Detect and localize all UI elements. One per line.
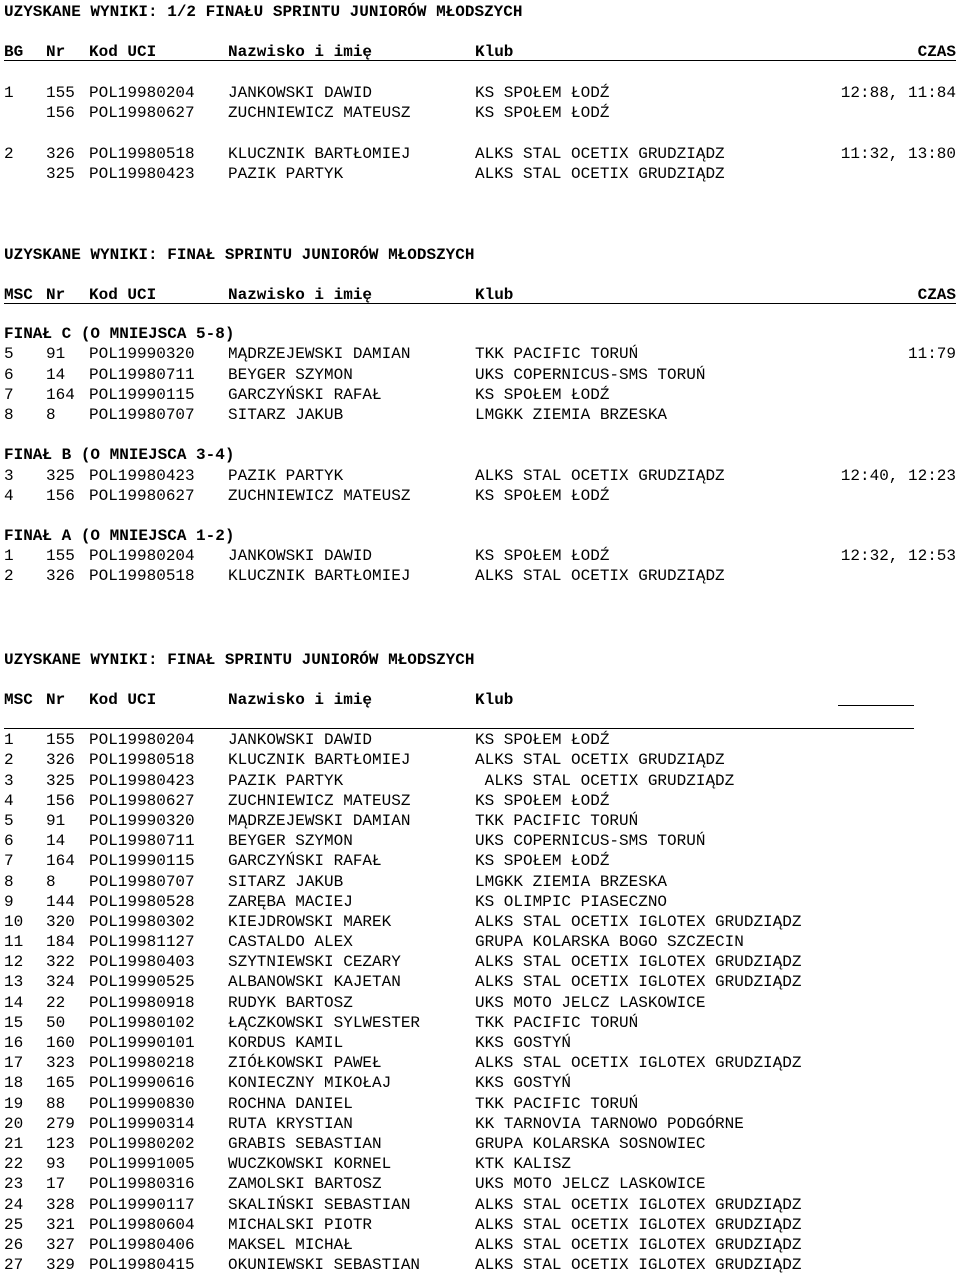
cell-club: ALKS STAL OCETIX IGLOTEX GRUDZIĄDZ xyxy=(475,973,802,992)
header-pos: BG xyxy=(4,43,24,62)
cell-nr: 156 xyxy=(46,486,75,505)
cell-club: KKS GOSTYŃ xyxy=(475,1074,572,1093)
cell-time: 12:88, 11:84 xyxy=(840,84,956,103)
cell-uci: POL19980406 xyxy=(89,1235,195,1254)
header-club: Klub xyxy=(475,43,514,62)
cell-uci: POL19980528 xyxy=(89,892,195,911)
cell-name: ZUCHNIEWICZ MATEUSZ xyxy=(228,486,411,505)
header-club: Klub xyxy=(475,691,514,710)
cell-nr: 326 xyxy=(46,144,75,163)
cell-club: ALKS STAL OCETIX GRUDZIĄDZ xyxy=(475,144,725,163)
cell-nr: 88 xyxy=(46,1094,66,1113)
table-row xyxy=(4,103,956,123)
table-row xyxy=(4,932,956,952)
cell-club: ALKS STAL OCETIX IGLOTEX GRUDZIĄDZ xyxy=(475,953,802,972)
header-nr: Nr xyxy=(46,43,66,62)
cell-pos: 12 xyxy=(4,953,24,972)
cell-club: TKK PACIFIC TORUŃ xyxy=(475,1013,639,1032)
cell-uci: POL19990320 xyxy=(89,345,195,364)
header-uci: Kod UCI xyxy=(89,286,157,305)
cell-pos: 26 xyxy=(4,1235,24,1254)
cell-uci: POL19980627 xyxy=(89,104,195,123)
cell-pos: 1 xyxy=(4,84,14,103)
cell-uci: POL19990616 xyxy=(89,1074,195,1093)
table-row xyxy=(4,1073,956,1093)
header-name: Nazwisko i imię xyxy=(228,286,373,305)
cell-pos: 5 xyxy=(4,345,14,364)
cell-pos: 3 xyxy=(4,771,14,790)
cell-club: ALKS STAL OCETIX IGLOTEX GRUDZIĄDZ xyxy=(475,1195,802,1214)
cell-uci: POL19980316 xyxy=(89,1175,195,1194)
cell-name: KLUCZNIK BARTŁOMIEJ xyxy=(228,567,411,586)
cell-nr: 165 xyxy=(46,1074,75,1093)
cell-uci: POL19980423 xyxy=(89,466,195,485)
cell-nr: 91 xyxy=(46,345,66,364)
cell-uci: POL19990314 xyxy=(89,1114,195,1133)
final-title: UZYSKANE WYNIKI: FINAŁ SPRINTU JUNIORÓW MŁODSZYCH xyxy=(4,246,475,264)
cell-club: GRUPA KOLARSKA BOGO SZCZECIN xyxy=(475,933,744,952)
cell-uci: POL19980918 xyxy=(89,993,195,1012)
table-row xyxy=(4,892,956,912)
table-row xyxy=(4,405,956,425)
table-row xyxy=(4,851,956,871)
cell-pos: 1 xyxy=(4,731,14,750)
cell-uci: POL19980202 xyxy=(89,1134,195,1153)
table-row xyxy=(4,365,956,385)
cell-club: KS SPOŁEM ŁODŹ xyxy=(475,104,610,123)
cell-uci: POL19980218 xyxy=(89,1054,195,1073)
table-row xyxy=(4,750,956,770)
cell-nr: 155 xyxy=(46,84,75,103)
table-row xyxy=(4,831,956,851)
cell-name: SITARZ JAKUB xyxy=(228,872,344,891)
cell-name: BEYGER SZYMON xyxy=(228,365,353,384)
cell-pos: 2 xyxy=(4,144,14,163)
cell-name: JANKOWSKI DAWID xyxy=(228,731,373,750)
cell-name: ZUCHNIEWICZ MATEUSZ xyxy=(228,791,411,810)
cell-nr: 164 xyxy=(46,852,75,871)
cell-uci: POL19990117 xyxy=(89,1195,195,1214)
cell-uci: POL19980711 xyxy=(89,832,195,851)
cell-name: PAZIK PARTYK xyxy=(228,771,344,790)
cell-nr: 325 xyxy=(46,466,75,485)
cell-name: RUTA KRYSTIAN xyxy=(228,1114,353,1133)
cell-nr: 93 xyxy=(46,1155,66,1174)
cell-pos: 2 xyxy=(4,567,14,586)
cell-pos: 21 xyxy=(4,1134,24,1153)
cell-uci: POL19980707 xyxy=(89,405,195,424)
cell-pos: 7 xyxy=(4,852,14,871)
cell-nr: 155 xyxy=(46,547,75,566)
header-name: Nazwisko i imię xyxy=(228,43,373,62)
cell-pos: 4 xyxy=(4,486,14,505)
cell-name: KORDUS KAMIL xyxy=(228,1034,344,1052)
cell-club: KS SPOŁEM ŁODŹ xyxy=(475,84,610,103)
cell-uci: POL19990320 xyxy=(89,811,195,830)
table-row xyxy=(4,791,956,811)
cell-pos: 9 xyxy=(4,892,14,911)
cell-time: 11:32, 13:80 xyxy=(840,144,956,163)
cell-uci: POL19980627 xyxy=(89,791,195,810)
cell-pos: 27 xyxy=(4,1256,24,1275)
cell-club: LMGKK ZIEMIA BRZESKA xyxy=(475,405,668,424)
cell-name: PAZIK PARTYK xyxy=(228,164,344,183)
cell-uci: POL19980518 xyxy=(89,144,195,163)
cell-name: MĄDRZEJEWSKI DAMIAN xyxy=(228,345,411,364)
cell-club: ALKS STAL OCETIX GRUDZIĄDZ xyxy=(475,164,725,183)
cell-nr: 164 xyxy=(46,385,75,404)
cell-pos: 11 xyxy=(4,933,24,952)
cell-club: KKS GOSTYŃ xyxy=(475,1034,572,1052)
cell-pos: 5 xyxy=(4,811,14,830)
final-section xyxy=(4,245,956,587)
cell-uci: POL19980415 xyxy=(89,1256,195,1275)
cell-pos: 2 xyxy=(4,751,14,770)
cell-uci: POL19980204 xyxy=(89,84,195,103)
cell-name: KONIECZNY MIKOŁAJ xyxy=(228,1074,392,1093)
cell-nr: 320 xyxy=(46,912,75,931)
header-time: CZAS xyxy=(917,286,956,305)
table-row xyxy=(4,952,956,972)
cell-uci: POL19981127 xyxy=(89,933,195,952)
cell-club: KS OLIMPIC PIASECZNO xyxy=(475,892,668,911)
cell-name: KLUCZNIK BARTŁOMIEJ xyxy=(228,144,411,163)
table-row xyxy=(4,1154,956,1174)
cell-club: UKS MOTO JELCZ LASKOWICE xyxy=(475,993,706,1012)
cell-pos: 24 xyxy=(4,1195,24,1214)
cell-club: KS SPOŁEM ŁODŹ xyxy=(475,791,610,810)
header-name: Nazwisko i imię xyxy=(228,691,373,710)
table-row xyxy=(4,1053,956,1073)
cell-pos: 13 xyxy=(4,973,24,992)
group-title: FINAŁ B (O MNIEJSCA 3-4) xyxy=(4,446,235,465)
header-uci: Kod UCI xyxy=(89,43,157,62)
header-pos: MSC xyxy=(4,691,33,710)
table-row xyxy=(4,912,956,932)
table-row xyxy=(4,164,956,184)
group-title: FINAŁ C (O MNIEJSCA 5-8) xyxy=(4,325,235,344)
cell-name: CASTALDO ALEX xyxy=(228,933,353,952)
cell-nr: 155 xyxy=(46,731,75,750)
cell-name: GARCZYŃSKI RAFAŁ xyxy=(228,385,382,404)
cell-pos: 3 xyxy=(4,466,14,485)
table-row xyxy=(4,1235,956,1255)
overall-rows xyxy=(4,730,956,1275)
table-row xyxy=(4,730,956,750)
cell-name: GRABIS SEBASTIAN xyxy=(228,1134,382,1153)
cell-nr: 326 xyxy=(46,567,75,586)
header-club: Klub xyxy=(475,286,514,305)
cell-nr: 91 xyxy=(46,811,66,830)
overall-section xyxy=(4,650,956,1275)
cell-club: ALKS STAL OCETIX IGLOTEX GRUDZIĄDZ xyxy=(475,1235,802,1254)
table-row xyxy=(4,1013,956,1033)
table-row xyxy=(4,466,956,486)
cell-club: KS SPOŁEM ŁODŹ xyxy=(475,852,610,871)
semi-title: UZYSKANE WYNIKI: 1/2 FINAŁU SPRINTU JUNIORÓW MŁODSZYCH xyxy=(4,3,523,21)
cell-nr: 8 xyxy=(46,872,56,891)
cell-time: 12:32, 12:53 xyxy=(840,547,956,566)
semi-header-row xyxy=(4,42,956,61)
cell-name: KIEJDROWSKI MAREK xyxy=(228,912,392,931)
cell-club: ALKS STAL OCETIX GRUDZIĄDZ xyxy=(475,771,735,790)
cell-name: ZAMOLSKI BARTOSZ xyxy=(228,1175,382,1194)
cell-club: ALKS STAL OCETIX GRUDZIĄDZ xyxy=(475,751,725,770)
cell-time: 12:40, 12:23 xyxy=(840,466,956,485)
cell-uci: POL19990101 xyxy=(89,1034,195,1052)
header-time: CZAS xyxy=(917,43,956,62)
header-time-blank xyxy=(838,690,914,706)
table-row xyxy=(4,144,956,164)
cell-pos: 20 xyxy=(4,1114,24,1133)
table-row xyxy=(4,1174,956,1194)
header-uci: Kod UCI xyxy=(89,691,157,710)
cell-uci: POL19990525 xyxy=(89,973,195,992)
cell-name: BEYGER SZYMON xyxy=(228,832,353,851)
cell-pos: 6 xyxy=(4,832,14,851)
cell-uci: POL19980423 xyxy=(89,771,195,790)
cell-uci: POL19980518 xyxy=(89,567,195,586)
table-row xyxy=(4,872,956,892)
table-row xyxy=(4,83,956,103)
final-groups xyxy=(4,324,956,586)
cell-uci: POL19980423 xyxy=(89,164,195,183)
cell-nr: 325 xyxy=(46,771,75,790)
cell-uci: POL19980102 xyxy=(89,1013,195,1032)
cell-uci: POL19980604 xyxy=(89,1215,195,1234)
table-row xyxy=(4,1114,956,1134)
cell-club: TKK PACIFIC TORUŃ xyxy=(475,1094,639,1113)
cell-nr: 22 xyxy=(46,993,66,1012)
cell-name: JANKOWSKI DAWID xyxy=(228,84,373,103)
cell-uci: POL19980518 xyxy=(89,751,195,770)
header-rule xyxy=(4,728,914,729)
cell-name: ALBANOWSKI KAJETAN xyxy=(228,973,401,992)
cell-nr: 323 xyxy=(46,1054,75,1073)
header-nr: Nr xyxy=(46,286,66,305)
cell-club: ALKS STAL OCETIX IGLOTEX GRUDZIĄDZ xyxy=(475,1256,802,1275)
cell-club: KS SPOŁEM ŁODŹ xyxy=(475,385,610,404)
cell-club: ALKS STAL OCETIX GRUDZIĄDZ xyxy=(475,466,725,485)
cell-name: ŁĄCZKOWSKI SYLWESTER xyxy=(228,1013,421,1032)
cell-pos: 10 xyxy=(4,912,24,931)
table-row xyxy=(4,1195,956,1215)
cell-name: SKALIŃSKI SEBASTIAN xyxy=(228,1195,411,1214)
cell-name: GARCZYŃSKI RAFAŁ xyxy=(228,852,382,871)
cell-uci: POL19980627 xyxy=(89,486,195,505)
cell-pos: 17 xyxy=(4,1054,24,1073)
cell-nr: 325 xyxy=(46,164,75,183)
cell-club: ALKS STAL OCETIX IGLOTEX GRUDZIĄDZ xyxy=(475,912,802,931)
cell-pos: 23 xyxy=(4,1175,24,1194)
cell-uci: POL19980204 xyxy=(89,731,195,750)
cell-name: SZYTNIEWSKI CEZARY xyxy=(228,953,401,972)
cell-nr: 156 xyxy=(46,104,75,123)
cell-name: WUCZKOWSKI KORNEL xyxy=(228,1155,392,1174)
cell-pos: 4 xyxy=(4,791,14,810)
cell-club: TKK PACIFIC TORUŃ xyxy=(475,345,639,364)
cell-nr: 326 xyxy=(46,751,75,770)
cell-pos: 1 xyxy=(4,547,14,566)
cell-pos: 14 xyxy=(4,993,24,1012)
cell-name: ROCHNA DANIEL xyxy=(228,1094,353,1113)
cell-pos: 8 xyxy=(4,405,14,424)
cell-club: UKS MOTO JELCZ LASKOWICE xyxy=(475,1175,706,1194)
cell-pos: 7 xyxy=(4,385,14,404)
cell-pos: 25 xyxy=(4,1215,24,1234)
semi-section xyxy=(4,2,956,184)
overall-title: UZYSKANE WYNIKI: FINAŁ SPRINTU JUNIORÓW MŁODSZYCH xyxy=(4,651,475,669)
cell-nr: 160 xyxy=(46,1034,75,1052)
header-pos: MSC xyxy=(4,286,33,305)
cell-nr: 17 xyxy=(46,1175,66,1194)
cell-name: SITARZ JAKUB xyxy=(228,405,344,424)
cell-nr: 279 xyxy=(46,1114,75,1133)
cell-nr: 8 xyxy=(46,405,56,424)
cell-uci: POL19990830 xyxy=(89,1094,195,1113)
cell-nr: 324 xyxy=(46,973,75,992)
group-title: FINAŁ A (O MNIEJSCA 1-2) xyxy=(4,527,235,546)
cell-nr: 322 xyxy=(46,953,75,972)
cell-name: KLUCZNIK BARTŁOMIEJ xyxy=(228,751,411,770)
cell-time: 11:79 xyxy=(907,345,956,364)
cell-nr: 50 xyxy=(46,1013,66,1032)
cell-uci: POL19980302 xyxy=(89,912,195,931)
cell-club: ALKS STAL OCETIX GRUDZIĄDZ xyxy=(475,567,725,586)
semi-rows xyxy=(4,83,956,184)
final-header-row xyxy=(4,285,956,304)
cell-name: JANKOWSKI DAWID xyxy=(228,547,373,566)
table-row xyxy=(4,1134,956,1154)
cell-name: OKUNIEWSKI SEBASTIAN xyxy=(228,1256,421,1275)
cell-uci: POL19980204 xyxy=(89,547,195,566)
cell-club: LMGKK ZIEMIA BRZESKA xyxy=(475,872,668,891)
cell-pos: 19 xyxy=(4,1094,24,1113)
cell-club: KS SPOŁEM ŁODŹ xyxy=(475,486,610,505)
cell-nr: 144 xyxy=(46,892,75,911)
table-row xyxy=(4,972,956,992)
cell-club: KK TARNOVIA TARNOWO PODGÓRNE xyxy=(475,1114,744,1133)
header-nr: Nr xyxy=(46,691,66,710)
cell-name: ZIÓŁKOWSKI PAWEŁ xyxy=(228,1054,382,1073)
cell-pos: 8 xyxy=(4,872,14,891)
cell-club: UKS COPERNICUS-SMS TORUŃ xyxy=(475,832,706,851)
cell-pos: 16 xyxy=(4,1034,24,1052)
table-row xyxy=(4,344,956,364)
table-row xyxy=(4,566,956,586)
cell-club: KS SPOŁEM ŁODŹ xyxy=(475,731,610,750)
cell-uci: POL19990115 xyxy=(89,385,195,404)
cell-uci: POL19980403 xyxy=(89,953,195,972)
cell-name: ZUCHNIEWICZ MATEUSZ xyxy=(228,104,411,123)
cell-club: ALKS STAL OCETIX IGLOTEX GRUDZIĄDZ xyxy=(475,1215,802,1234)
cell-name: ZARĘBA MACIEJ xyxy=(228,892,353,911)
cell-pos: 6 xyxy=(4,365,14,384)
cell-club: KTK KALISZ xyxy=(475,1155,572,1174)
cell-pos: 15 xyxy=(4,1013,24,1032)
cell-club: TKK PACIFIC TORUŃ xyxy=(475,811,639,830)
cell-name: MICHALSKI PIOTR xyxy=(228,1215,373,1234)
cell-club: UKS COPERNICUS-SMS TORUŃ xyxy=(475,365,706,384)
table-row xyxy=(4,811,956,831)
table-row xyxy=(4,1094,956,1114)
cell-nr: 329 xyxy=(46,1256,75,1275)
cell-nr: 184 xyxy=(46,933,75,952)
cell-nr: 14 xyxy=(46,365,66,384)
table-row xyxy=(4,771,956,791)
cell-nr: 328 xyxy=(46,1195,75,1214)
overall-header-row xyxy=(4,690,956,708)
table-row xyxy=(4,1215,956,1235)
cell-nr: 14 xyxy=(46,832,66,851)
cell-name: RUDYK BARTOSZ xyxy=(228,993,353,1012)
cell-uci: POL19991005 xyxy=(89,1155,195,1174)
cell-club: ALKS STAL OCETIX IGLOTEX GRUDZIĄDZ xyxy=(475,1054,802,1073)
table-row xyxy=(4,1255,956,1275)
cell-nr: 123 xyxy=(46,1134,75,1153)
cell-pos: 22 xyxy=(4,1155,24,1174)
table-row xyxy=(4,993,956,1013)
cell-uci: POL19980711 xyxy=(89,365,195,384)
cell-nr: 321 xyxy=(46,1215,75,1234)
cell-name: PAZIK PARTYK xyxy=(228,466,344,485)
cell-pos: 18 xyxy=(4,1074,24,1093)
cell-name: MAKSEL MICHAŁ xyxy=(228,1235,353,1254)
cell-nr: 156 xyxy=(46,791,75,810)
cell-nr: 327 xyxy=(46,1235,75,1254)
cell-uci: POL19980707 xyxy=(89,872,195,891)
table-row xyxy=(4,546,956,566)
cell-name: MĄDRZEJEWSKI DAMIAN xyxy=(228,811,411,830)
table-row xyxy=(4,385,956,405)
cell-uci: POL19990115 xyxy=(89,852,195,871)
table-row xyxy=(4,486,956,506)
cell-club: KS SPOŁEM ŁODŹ xyxy=(475,547,610,566)
table-row xyxy=(4,1033,956,1053)
cell-club: GRUPA KOLARSKA SOSNOWIEC xyxy=(475,1134,706,1153)
